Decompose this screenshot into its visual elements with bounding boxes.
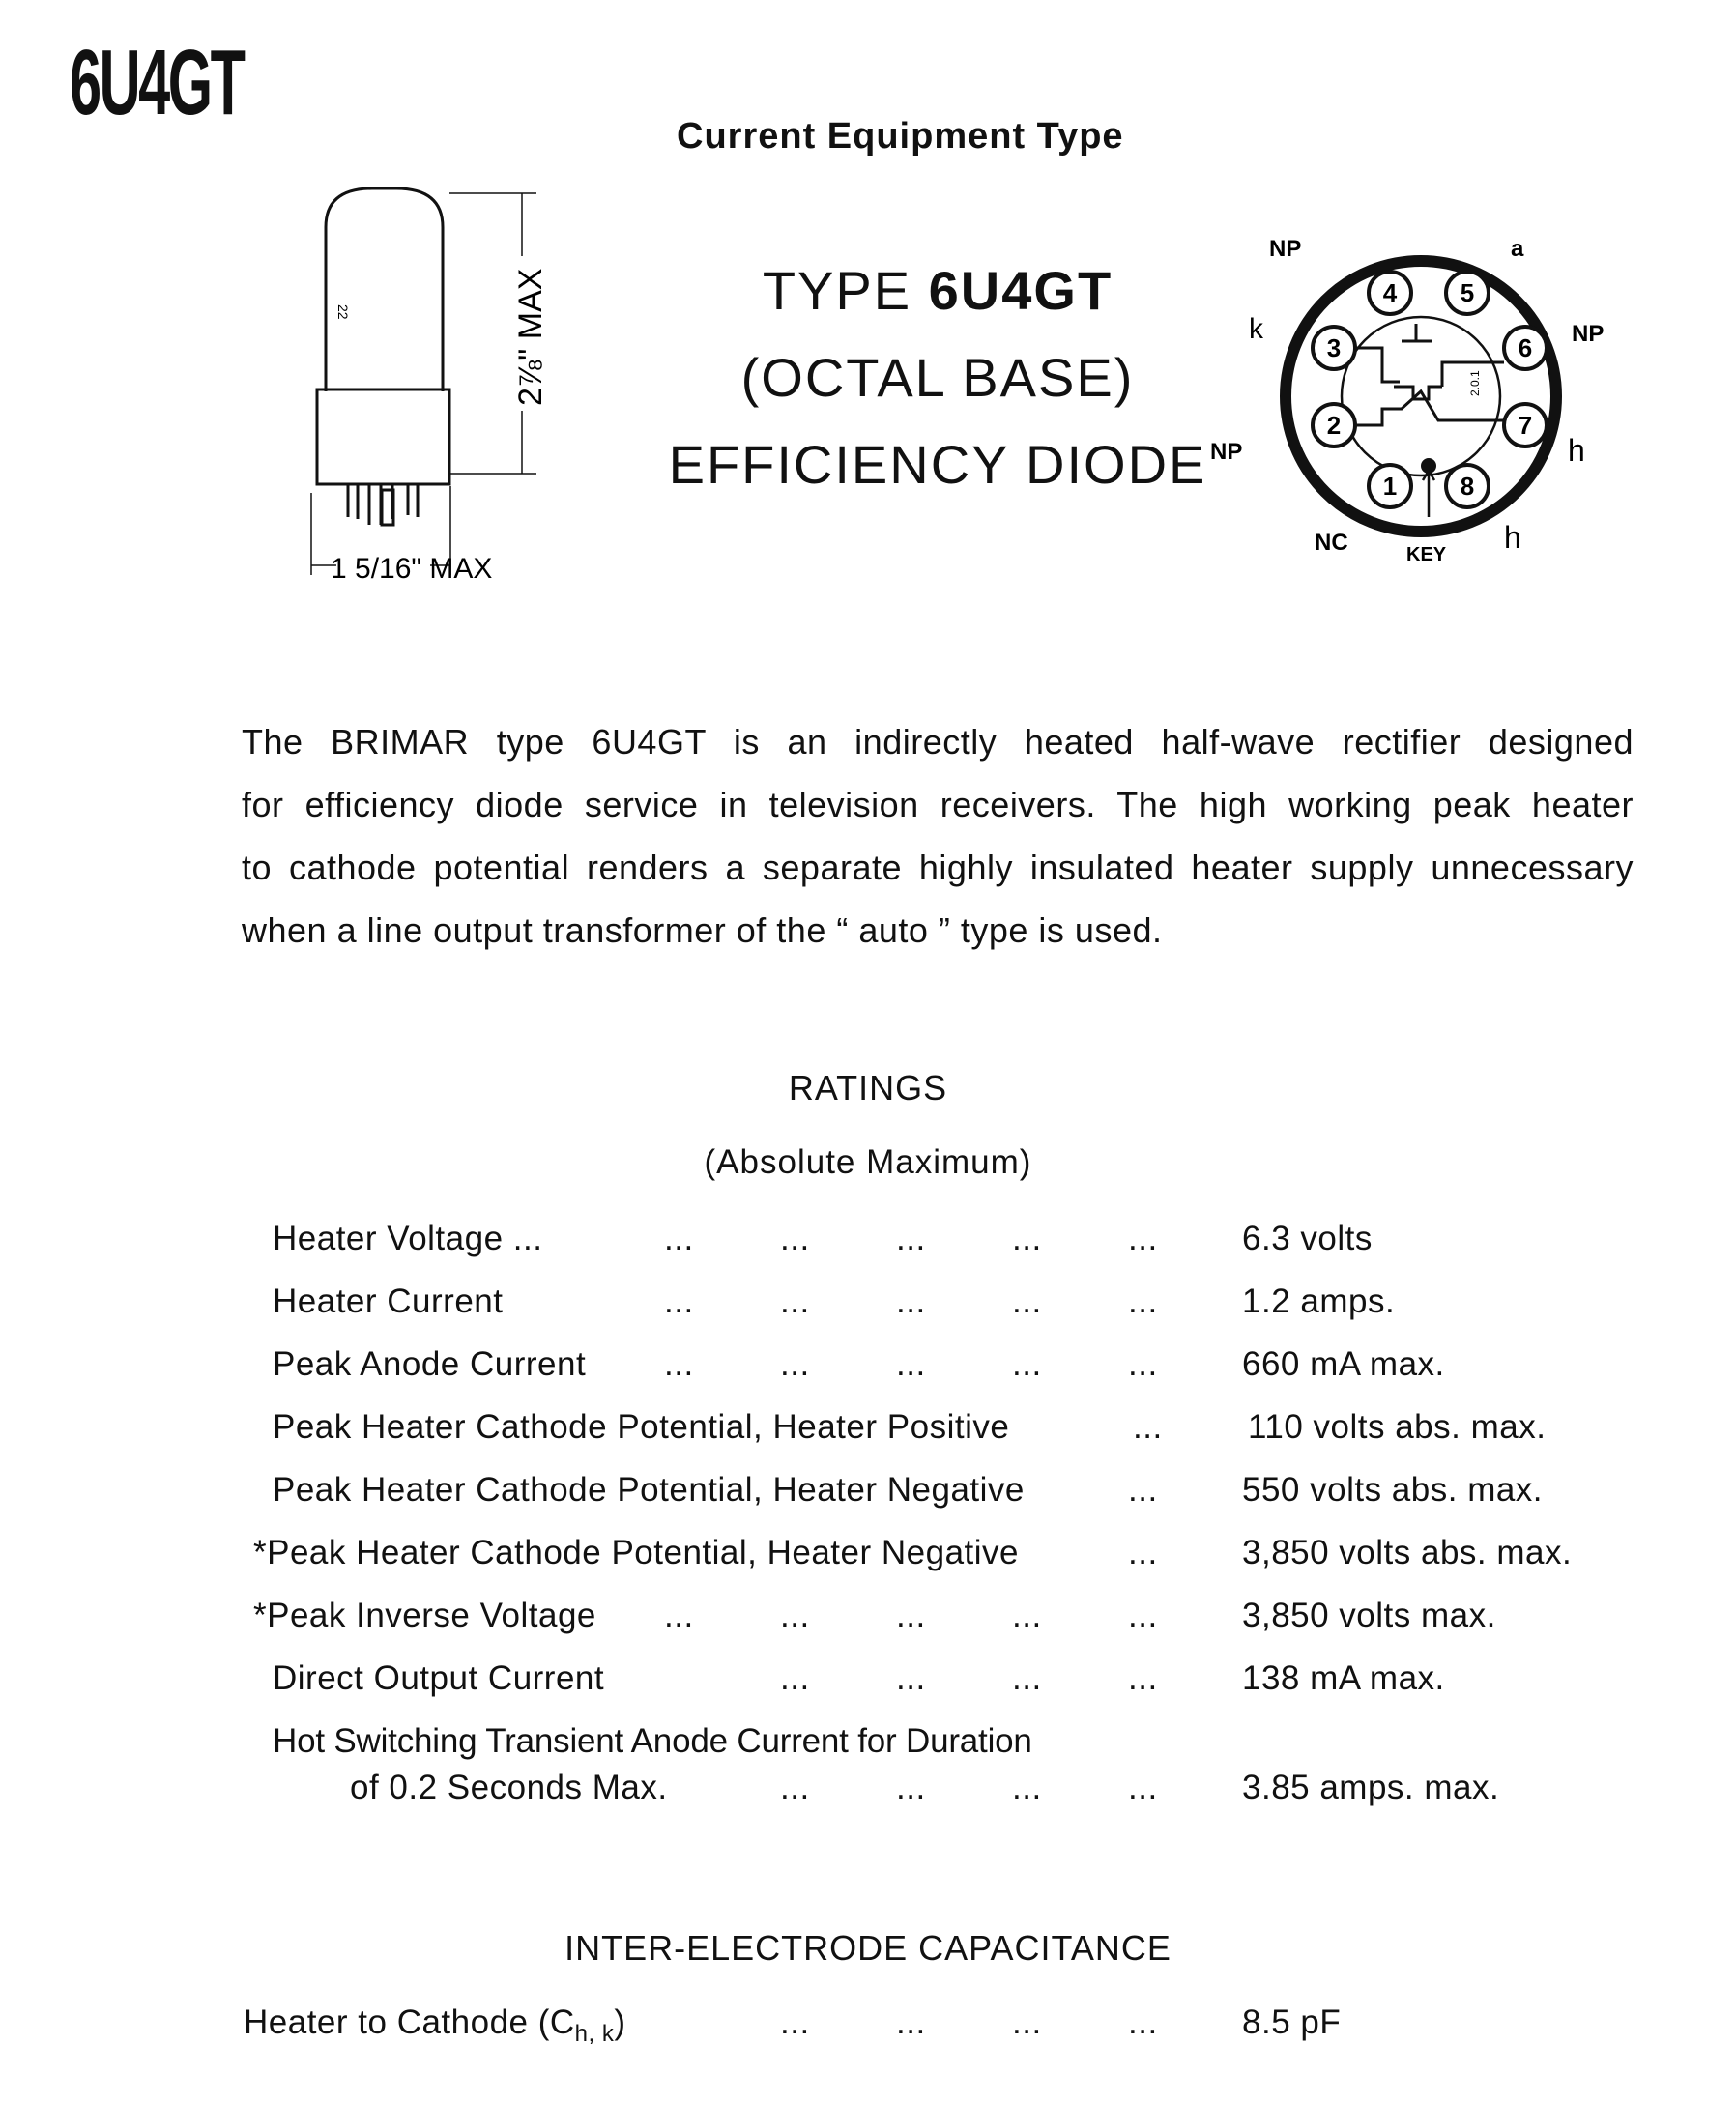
- rating-value: 660 mA max.: [1242, 1345, 1445, 1383]
- label-anode: a: [1511, 236, 1524, 262]
- description-line: The BRIMAR type 6U4GT is an indirectly heated half-wave rectifier designed: [242, 722, 1634, 762]
- pin-number: 1: [1382, 472, 1398, 501]
- rating-label: Heater Voltage ...: [273, 1220, 543, 1257]
- label-np-right: NP: [1572, 321, 1605, 347]
- rating-value: 6.3 volts: [1242, 1220, 1373, 1257]
- rating-row: *Peak Heater Cathode Potential, Heater Negative ... 3,850 volts abs. max.: [253, 1534, 1573, 1571]
- bulb-outline: [326, 188, 443, 391]
- rating-value: 138 mA max.: [1242, 1659, 1445, 1697]
- pin-number: 8: [1460, 472, 1475, 501]
- valve-outline-drawing: [290, 179, 580, 604]
- rating-value: 3.85 amps. max.: [1242, 1769, 1500, 1806]
- equipment-type-heading: Current Equipment Type: [677, 116, 1124, 157]
- ratings-subtitle: (Absolute Maximum): [704, 1143, 1032, 1181]
- rating-row: Hot Switching Transient Anode Current for Duration of 0.2 Seconds Max. ... ... ... ... 3.85 amps. max.: [273, 1722, 1500, 1806]
- capacitance-title: INTER-ELECTRODE CAPACITANCE: [564, 1928, 1172, 1968]
- label-cathode: k: [1249, 313, 1263, 345]
- rating-label: Peak Heater Cathode Potential, Heater Positive: [273, 1408, 1010, 1446]
- pin-number: 3: [1326, 333, 1342, 362]
- description-line: when a line output transformer of the “ auto ” type is used.: [242, 910, 1163, 950]
- pin-number: 7: [1518, 411, 1533, 440]
- label-key: KEY: [1406, 544, 1447, 565]
- rating-label: *Peak Inverse Voltage: [253, 1597, 596, 1634]
- description-line: to cathode potential renders a separate highly insulated heater supply unnecessary: [242, 848, 1634, 887]
- rating-value: 1.2 amps.: [1242, 1282, 1396, 1320]
- rating-row: Peak Heater Cathode Potential, Heater Negative ... 550 volts abs. max.: [273, 1471, 1544, 1509]
- rating-row: *Peak Inverse Voltage ... ... ... ... ... 3,850 volts max.: [253, 1597, 1496, 1634]
- rating-row: Peak Heater Cathode Potential, Heater Positive ... 110 volts abs. max.: [273, 1408, 1547, 1446]
- ratings-title: RATINGS: [788, 1068, 948, 1108]
- corner-type-code: 6U4GT: [70, 31, 244, 134]
- pin-number: 6: [1518, 333, 1533, 362]
- type-prefix: TYPE: [762, 260, 929, 321]
- description-line: for efficiency diode service in television receivers. The high working peak heater: [242, 785, 1634, 824]
- base-outer-ring: [1286, 261, 1556, 532]
- capacitance-value: 8.5 pF: [1242, 2003, 1342, 2041]
- type-code: 6U4GT: [928, 260, 1114, 321]
- rating-row: Heater Voltage ... ... ... ... ... ... 6.3 volts: [273, 1220, 1373, 1257]
- rating-row: Peak Anode Current ... ... ... ... ... 660 mA max.: [273, 1345, 1445, 1383]
- rating-label: Hot Switching Transient Anode Current for Duration: [273, 1722, 1032, 1760]
- base-shell: [317, 389, 449, 484]
- rating-label: Peak Heater Cathode Potential, Heater Negative: [273, 1471, 1025, 1509]
- rating-value: 3,850 volts max.: [1242, 1597, 1496, 1634]
- description-paragraph: [242, 710, 1634, 962]
- key-arrow: [1423, 471, 1434, 517]
- rating-value: 3,850 volts abs. max.: [1242, 1534, 1573, 1571]
- height-dimension-label: 2⅞" MAX: [512, 268, 549, 406]
- rating-label-continued: of 0.2 Seconds Max.: [350, 1769, 668, 1806]
- capacitance-row: Heater to Cathode $(C_{h, k})$ ... ... ... ... 8.5 pF: [244, 2003, 1342, 2047]
- rating-value: 110 volts abs. max.: [1248, 1408, 1547, 1446]
- base-heading: (OCTAL BASE): [740, 347, 1135, 408]
- rating-label: Heater Current: [273, 1282, 504, 1320]
- capacitance-label: Heater to Cathode $(C_{h, k})$: [244, 2003, 626, 2047]
- pin-number: 5: [1460, 278, 1475, 307]
- rating-row: Direct Output Current ... ... ... ... 138 mA max.: [273, 1659, 1445, 1697]
- label-np-top: NP: [1269, 236, 1302, 262]
- label-heater-right: h: [1568, 433, 1585, 468]
- label-nc: NC: [1315, 530, 1348, 556]
- rating-row: Heater Current ... ... ... ... ... 1.2 amps.: [273, 1282, 1396, 1320]
- bulb-mark: 22: [335, 304, 351, 320]
- rating-label: *Peak Heater Cathode Potential, Heater Negative: [253, 1534, 1020, 1571]
- rating-label: Peak Anode Current: [273, 1345, 587, 1383]
- internal-mark: 2.0.1: [1468, 370, 1482, 396]
- label-np-left: NP: [1210, 439, 1243, 465]
- type-heading: [580, 259, 1295, 322]
- width-dimension-label: 1 5/16" MAX: [331, 553, 493, 585]
- pin-number: 2: [1326, 411, 1342, 440]
- pin-number: 4: [1382, 278, 1398, 307]
- label-heater-bottom: h: [1504, 520, 1521, 555]
- function-heading: EFFICIENCY DIODE: [668, 434, 1207, 495]
- rating-label: Direct Output Current: [273, 1659, 605, 1697]
- base-connection-diagram: [1210, 227, 1653, 575]
- rating-value: 550 volts abs. max.: [1242, 1471, 1544, 1509]
